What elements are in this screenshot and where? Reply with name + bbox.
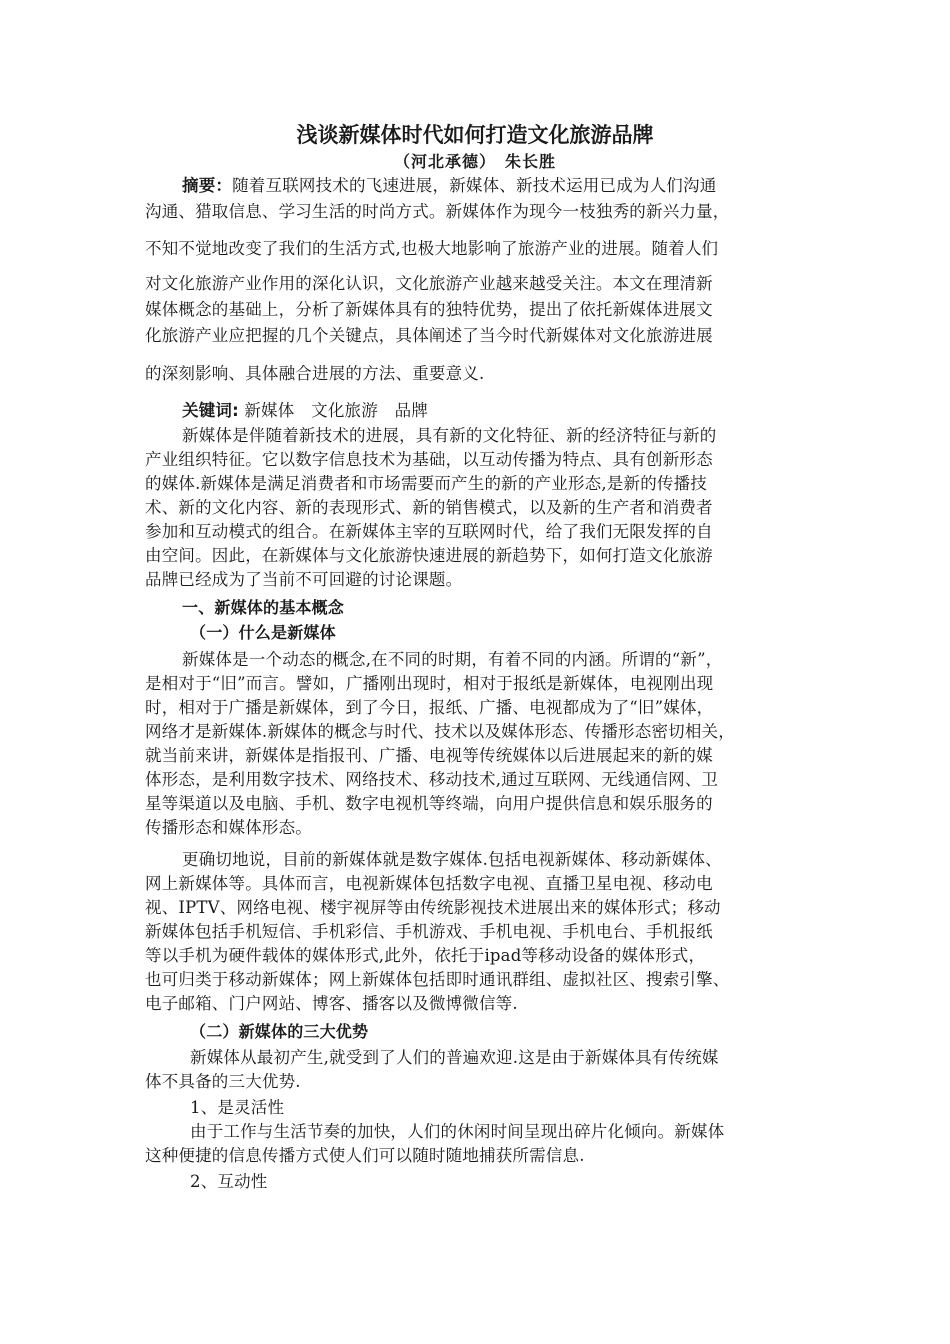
paragraph-line: 等以手机为硬件载体的媒体形式,此外，依托于ipad等移动设备的媒体形式， — [145, 946, 706, 965]
subsection-heading: （一）什么是新媒体 — [190, 623, 336, 642]
paragraph-line: 是相对于“旧”而言。譬如，广播刚出现时，相对于报纸是新媒体，电视刚出现 — [145, 674, 714, 693]
abstract-line: 化旅游产业应把握的几个关键点，具体阐述了当今时代新媒体对文化旅游进展 — [145, 326, 713, 345]
intro-line: 参加和互动模式的组合。在新媒体主宰的互联网时代，给了我们无限发挥的自 — [145, 522, 713, 541]
keywords-line — [182, 399, 813, 423]
abstract-label: 摘要： — [182, 176, 233, 195]
intro-line: 的媒体.新媒体是满足消费者和市场需要而产生的新的产业形态,是新的传播技 — [145, 474, 707, 493]
paragraph-line: 传播形态和媒体形态。 — [145, 818, 312, 837]
intro-line: 品牌已经成为了当前不可回避的讨论课题。 — [145, 570, 463, 589]
intro-line: 由空间。因此，在新媒体与文化旅游快速进展的新趋势下，如何打造文化旅游 — [145, 546, 713, 565]
paragraph-line: 就当前来讲，新媒体是指报刊、广播、电视等传统媒体以后进展起来的新的媒 — [145, 746, 713, 765]
abstract-line: 媒体概念的基础上，分析了新媒体具有的独特优势，提出了依托新媒体进展文 — [145, 300, 713, 319]
subsection-heading: （二）新媒体的三大优势 — [190, 1022, 369, 1041]
keywords-label: 关键词: — [182, 401, 239, 420]
point-heading: 2、互动性 — [190, 1172, 268, 1191]
paragraph-line: 由于工作与生活节奏的加快，人们的休闲时间呈现出碎片化倾向。新媒体 — [190, 1122, 725, 1141]
paragraph-line: 这种便捷的信息传播方式使人们可以随时随地捕获所需信息. — [145, 1146, 585, 1165]
paragraph-line: 网上新媒体等。具体而言，电视新媒体包括数字电视、直播卫星电视、移动电 — [145, 874, 713, 893]
paragraph-line: 网络才是新媒体.新媒体的概念与时代、技术以及媒体形态、传播形态密切相关， — [145, 722, 735, 741]
section-heading: 一、新媒体的基本概念 — [182, 598, 345, 617]
paragraph-line: 更确切地说，目前的新媒体就是数字媒体.包括电视新媒体、移动新媒体、 — [182, 850, 722, 869]
paragraph-line: 时，相对于广播是新媒体，到了今日，报纸、广播、电视都成为了“旧”媒体， — [145, 698, 714, 717]
keywords-text: 新媒体 文化旅游 品牌 — [244, 401, 429, 420]
paragraph-line: 新媒体是一个动态的概念,在不同的时期，有着不同的内涵。所谓的“新”， — [182, 650, 723, 669]
abstract-line: 不知不觉地改变了我们的生活方式,也极大地影响了旅游产业的进展。随着人们 — [145, 239, 719, 258]
intro-line: 新媒体是伴随着新技术的进展，具有新的文化特征、新的经济特征与新的 — [182, 426, 717, 445]
abstract-line: 对文化旅游产业作用的深化认识，文化旅游产业越来越受关注。本文在理清新 — [145, 274, 713, 293]
document-title: 浅谈新媒体时代如何打造文化旅游品牌 — [296, 123, 654, 147]
paragraph-line: 体不具备的三大优势. — [145, 1072, 301, 1091]
document-author: （河北承德） 朱长胜 — [393, 152, 556, 171]
paragraph-line: 新媒体包括手机短信、手机彩信、手机游戏、手机电视、手机电台、手机报纸 — [145, 922, 713, 941]
paragraph-line: 体形态，是利用数字技术、网络技术、移动技术,通过互联网、无线通信网、卫 — [145, 770, 719, 789]
paragraph-line: 视、IPTV、网络电视、楼宇视屏等由传统影视技术进展出来的媒体形式；移动 — [145, 898, 721, 917]
abstract-line: 沟通、猎取信息、学习生活的时尚方式。新媒体作为现今一枝独秀的新兴力量， — [145, 202, 730, 221]
paragraph-line: 星等渠道以及电脑、手机、数字电视机等终端，向用户提供信息和娱乐服务的 — [145, 794, 713, 813]
abstract-text: 随着互联网技术的飞速进展，新媒体、新技术运用已成为人们沟通 — [232, 176, 717, 195]
paragraph-line: 也可归类于移动新媒体；网上新媒体包括即时通讯群组、虚拟社区、搜索引擎、 — [145, 970, 730, 989]
abstract-line: 的深刻影响、具体融合进展的方法、重要意义. — [145, 364, 485, 383]
intro-line: 术、新的文化内容、新的表现形式、新的销售模式，以及新的生产者和消费者 — [145, 498, 713, 517]
intro-line: 产业组织特征。它以数字信息技术为基础，以互动传播为特点、具有创新形态 — [145, 450, 713, 469]
abstract-line — [182, 174, 813, 198]
paragraph-line: 新媒体从最初产生,就受到了人们的普遍欢迎.这是由于新媒体具有传统媒 — [190, 1048, 719, 1067]
point-heading: 1、是灵活性 — [190, 1098, 285, 1117]
paragraph-line: 电子邮箱、门户网站、博客、播客以及微博微信等. — [145, 994, 518, 1013]
